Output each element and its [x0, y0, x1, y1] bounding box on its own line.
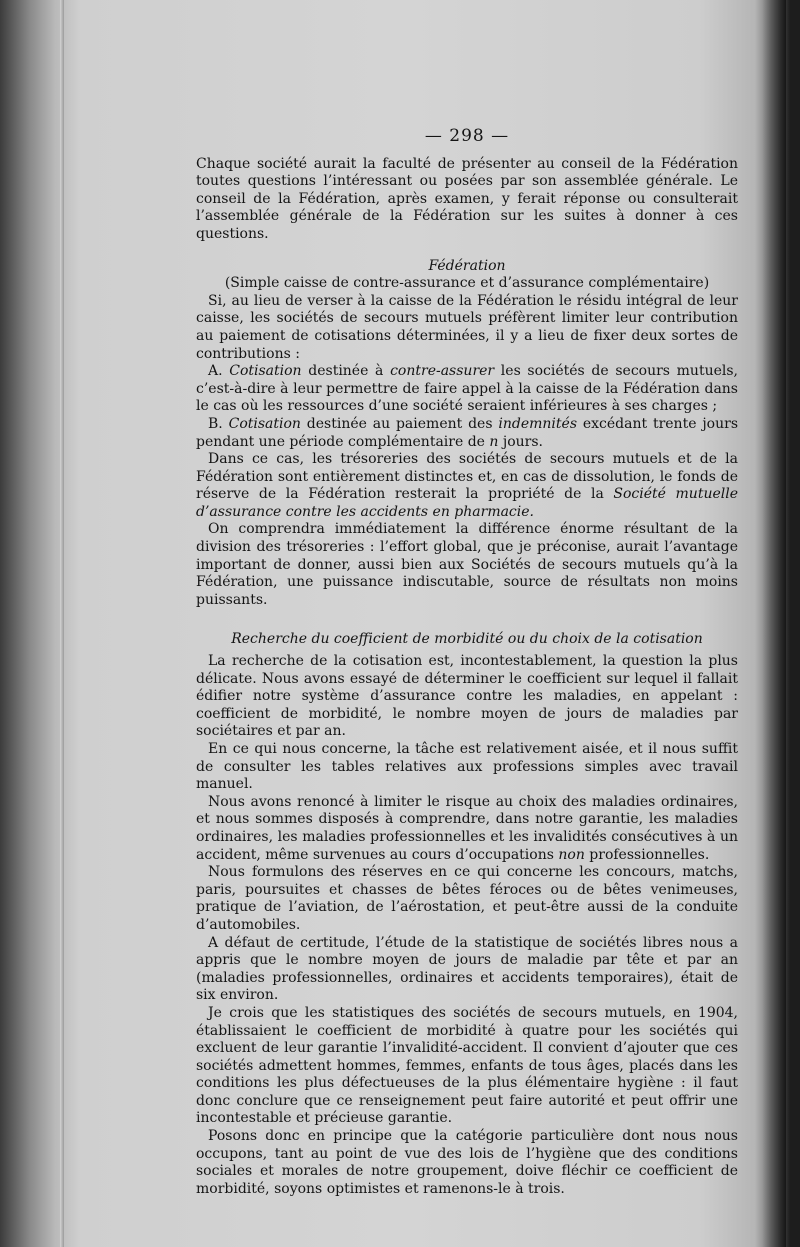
paragraph-7 — [196, 794, 738, 864]
paragraph-7-text-1: Nous avons renoncé à limiter le risque au choix des maladies ordinaires, et nous sommes disposés à comprendre, dans notre garantie, les maladies ordinaires, les maladies professionnelles et les invalidités consécutives à un accident, même survenues au cours d’occupations — [196, 793, 738, 863]
paragraph-3 — [196, 451, 738, 521]
item-b-label: B. — [208, 415, 223, 432]
item-b-text-2: excédant trente jours pendant une période complémentaire de — [196, 415, 739, 450]
paragraph-4: On comprendra immédiatement la différence énorme résultant de la division des trésoreries : l’effort global, que je préconise, aurait l’avantage important de donner, aussi bien aux Sociétés de secours mutuels qu’à la Fédération, une puissance indiscutable, source de résultats non moins puissants. — [196, 521, 738, 608]
paragraph-3-text: Dans ce cas, les trésoreries des sociétés de secours mutuels et de la Fédération sont entièrement distinctes et, en cas de dissolution, le fonds de réserve de la Fédération resterait la propriété de la — [196, 451, 738, 503]
paragraph-10: Je crois que les statistiques des sociétés de secours mutuels, en 1904, établissaient le coefficient de morbidité à quatre pour les sociétés qui excluent de leur garantie l’invalidité-accident. Il convient d’ajouter que ces sociétés admettent hommes, femmes, enfants de tous âges, placés dans les conditions les plus défectueuses de la plus élémentaire hygiène : il faut donc conclure que ce renseignement peut faire autorité et peut offrir une incontestable et précieuse garantie. — [196, 1004, 738, 1127]
section-subtitle: (Simple caisse de contre-assurance et d’assurance complémentaire) — [224, 275, 710, 292]
page-number: — 298 — — [424, 126, 510, 146]
item-a-text-1: destinée à — [301, 363, 391, 380]
text-column — [196, 128, 738, 1198]
paragraph-7-text-2: professionnelles. — [584, 846, 710, 863]
item-b-text-1: destinée au paiement des — [300, 415, 499, 432]
item-b — [196, 416, 738, 451]
paragraph-6: En ce qui nous concerne, la tâche est relativement aisée, et il nous suffit de consulter les tables relatives aux professions simples avec travail manuel. — [196, 741, 738, 793]
item-b-term-2: indemnités — [498, 415, 577, 432]
item-a-label: A. — [208, 363, 223, 380]
paragraph-7-italic: non — [558, 846, 585, 863]
paragraph-5: La recherche de la cotisation est, incontestablement, la question la plus délicate. Nous avons essayé de déterminer le coefficient sur lequel il fallait édifier notre système d’assurance contre les maladies, en appelant : coefficient de morbidité, le nombre moyen de jours de maladies par sociétaires et par an. — [196, 653, 738, 740]
item-a-term: Cotisation — [229, 363, 302, 380]
paragraph-8: Nous formulons des réserves en ce qui concerne les concours, matchs, paris, poursuites et chasses de bêtes féroces ou de bêtes venimeuses, pratique de l’aviation, de l’aérostation, et peut-être aussi de la conduite d’automobiles. — [196, 864, 738, 933]
paragraph-9: A défaut de certitude, l’étude de la statistique de sociétés libres nous a appris que le nombre moyen de jours de maladie par tête et par an (maladies professionnelles, ordinaires et accidents temporaires), était de six environ. — [196, 934, 738, 1004]
item-a-text-2: les sociétés de secours mutuels, c’est-à-dire à leur permettre de faire appel à la caisse de la Fédération dans le cas où les ressources d’une société seraient inférieures à ses charges ; — [196, 363, 738, 415]
item-b-term: Cotisation — [228, 415, 301, 432]
item-b-text-3: jours. — [498, 433, 544, 450]
item-a — [196, 363, 738, 416]
section-title-federation: Fédération — [428, 257, 506, 274]
paragraph-3-italic: Société mutuelle d’assurance contre les accidents en pharmacie. — [196, 486, 738, 520]
paragraph-11: Posons donc en principe que la catégorie particulière dont nous nous occupons, tant au point de vue des lois de l’hygiène que des conditions sociales et morales de notre groupement, doive fléchir ce coefficient de morbidité, soyons optimistes et ramenons-le à trois. — [196, 1128, 738, 1197]
paragraph-1: Chaque société aurait la faculté de présenter au conseil de la Fédération toutes questions l’intéressant ou posées par son assemblée générale. Le conseil de la Fédération, après examen, y ferait réponse ou consulterait l’assemblée générale de la Fédération sur les suites à donner à ces questions. — [196, 155, 738, 242]
page-fold-edge — [60, 0, 64, 1247]
paragraph-2: Si, au lieu de verser à la caisse de la Fédération le résidu intégral de leur caisse, les sociétés de secours mutuels préfèrent limiter leur contribution au paiement de cotisations déterminées, il y a lieu de fixer deux sortes de contributions : — [196, 292, 738, 362]
section-title-coefficient: Recherche du coefficient de morbidité ou du choix de la cotisation — [231, 631, 703, 648]
item-b-term-3: n — [489, 433, 499, 450]
item-a-term-2: contre-assurer — [390, 363, 495, 380]
page-shadow-edge — [762, 0, 786, 1247]
